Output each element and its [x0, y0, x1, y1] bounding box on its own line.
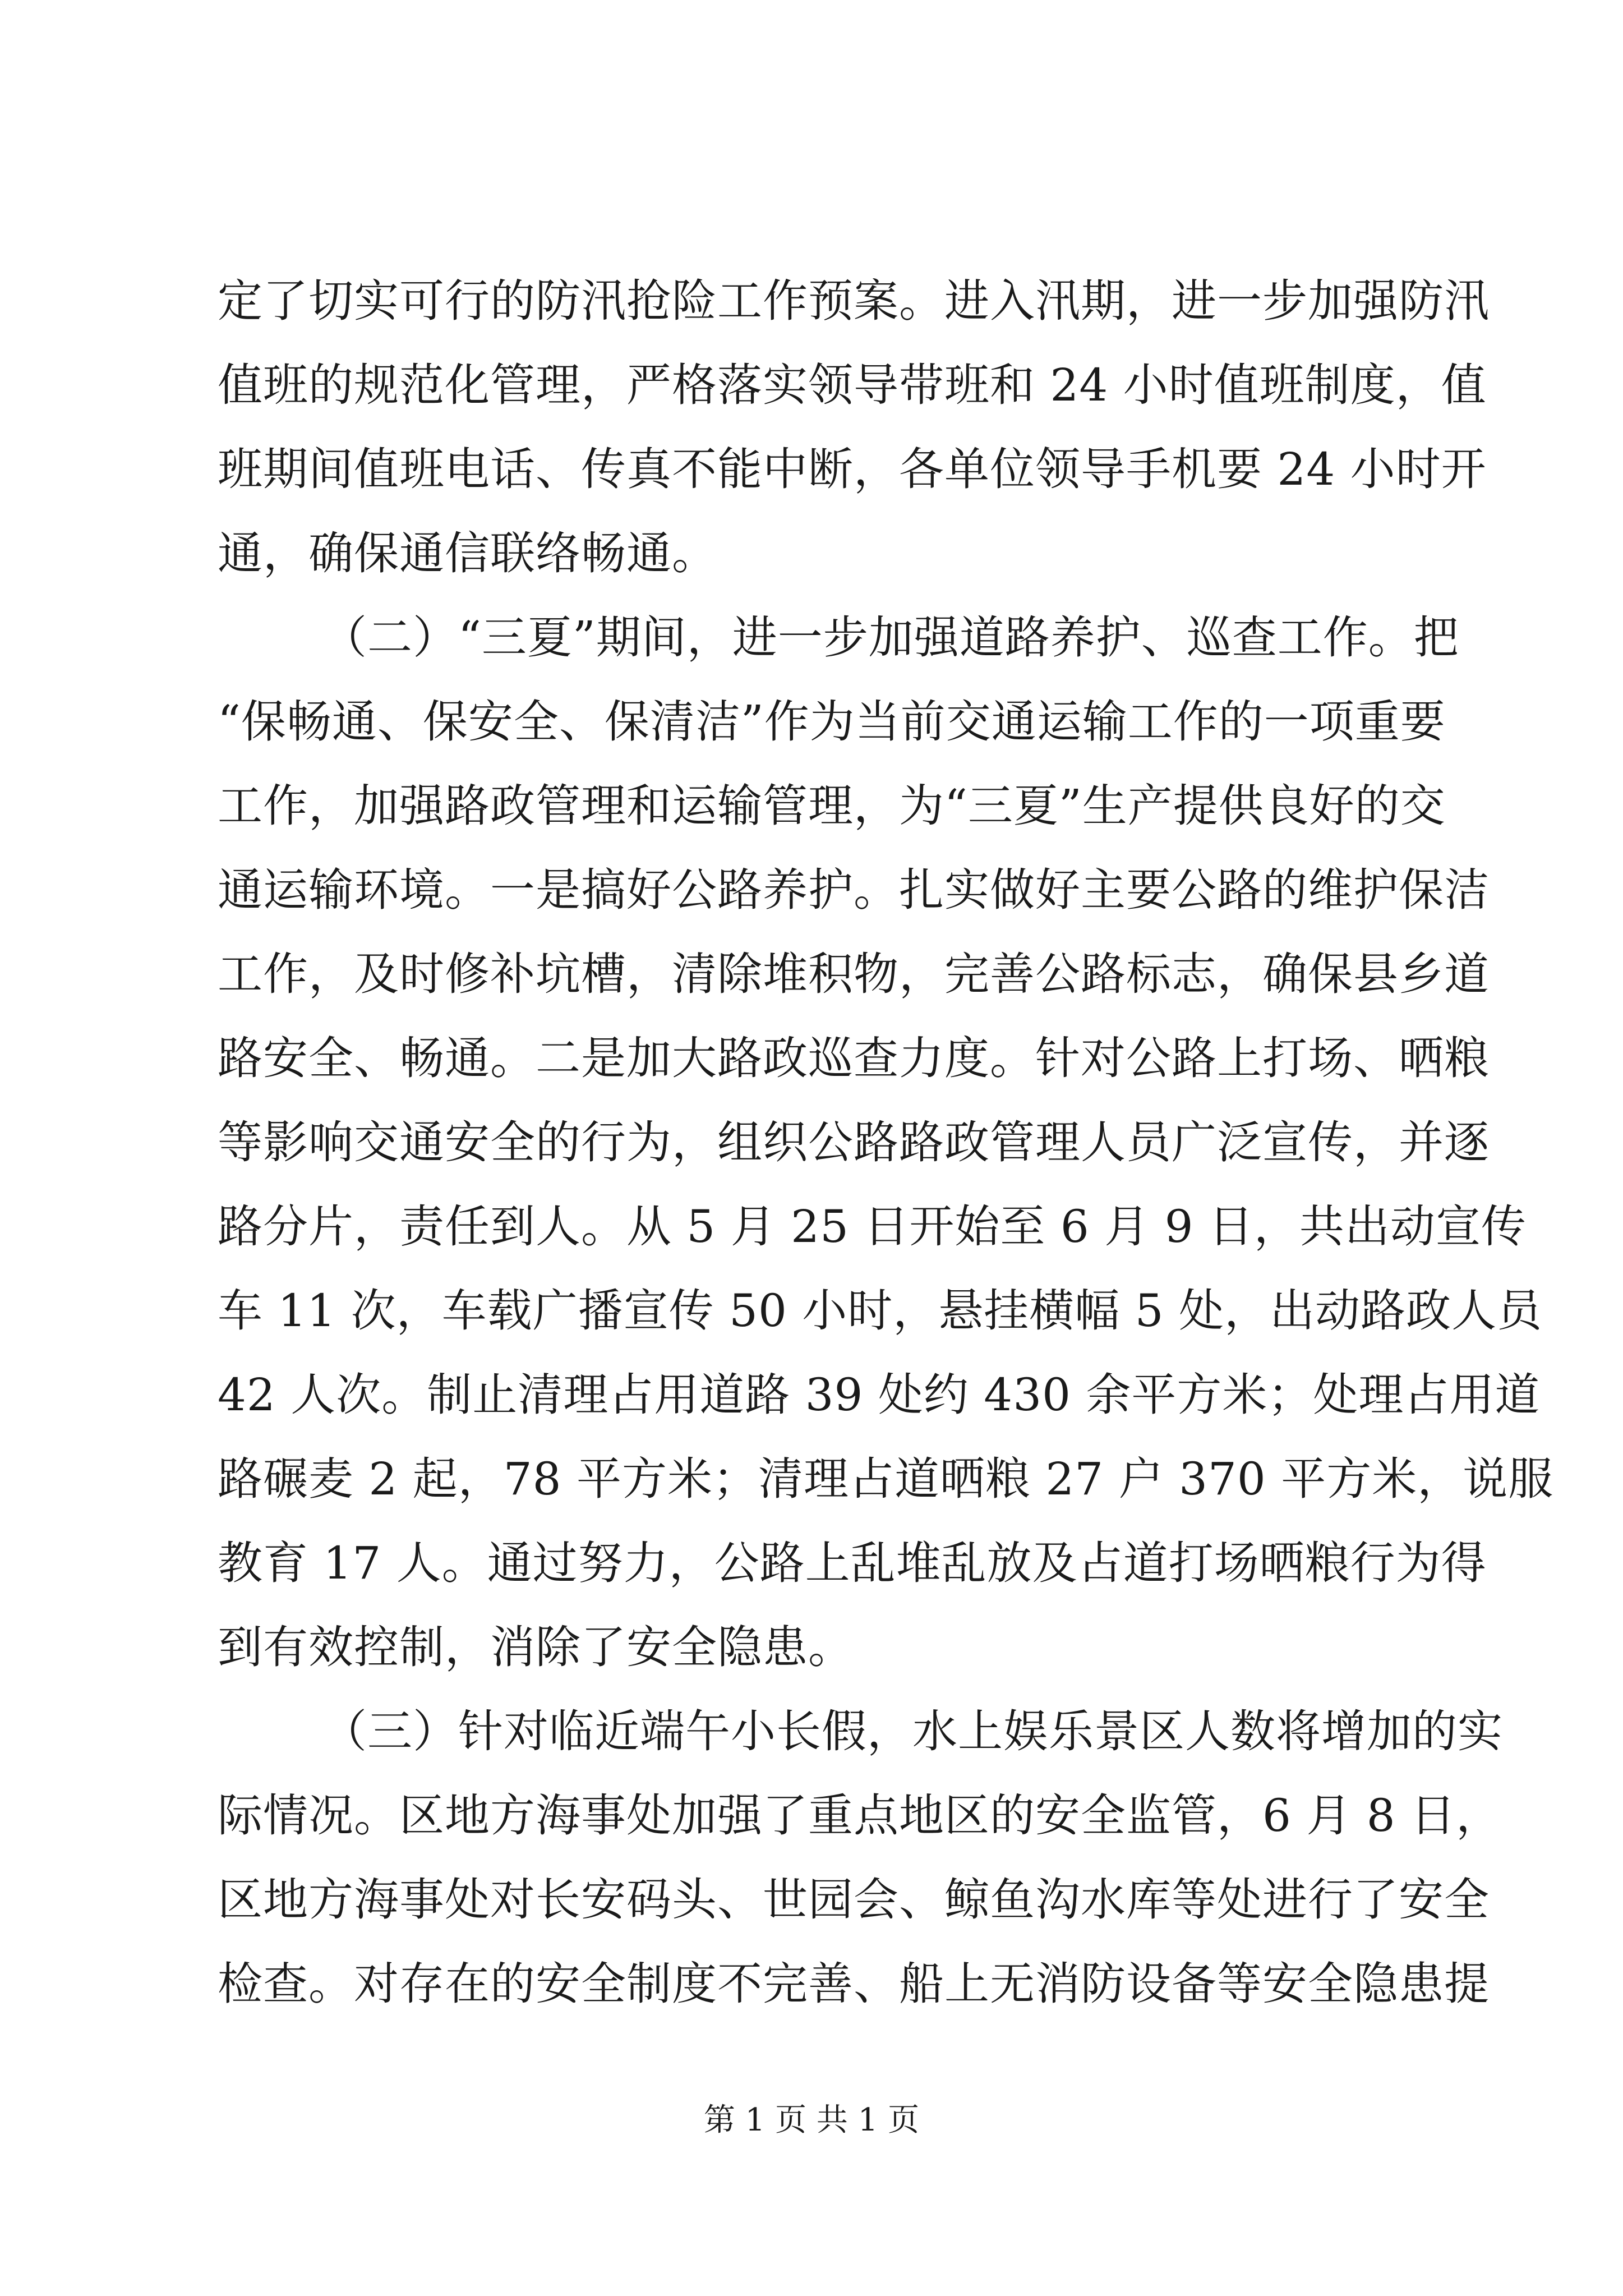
- text-line: 路安全、畅通。二是加大路政巡查力度。针对公路上打场、晒粮: [218, 1032, 1490, 1084]
- text-line: 班期间值班电话、传真不能中断，各单位领导手机要 24 小时开: [218, 443, 1487, 495]
- text-line: 通，确保通信联络畅通。: [218, 527, 717, 579]
- text-line: 车 11 次，车载广播宣传 50 小时，悬挂横幅 5 处，出动路政人员: [218, 1285, 1543, 1337]
- text-line: 工作，及时修补坑槽，清除堆积物，完善公路标志，确保县乡道: [218, 948, 1490, 1000]
- text-line: 通运输环境。一是搞好公路养护。扎实做好主要公路的维护保洁: [218, 864, 1490, 916]
- text-line: 路分片，责任到人。从 5 月 25 日开始至 6 月 9 日，共出动宣传: [218, 1200, 1527, 1253]
- text-line: 际情况。区地方海事处加强了重点地区的安全监管，6 月 8 日，: [218, 1789, 1502, 1842]
- document-body: [218, 259, 1554, 2026]
- page-footer: 第 1 页 共 1 页: [703, 2102, 920, 2138]
- text-line: （二）“三夏”期间，进一步加强道路养护、巡查工作。把: [322, 611, 1459, 664]
- text-line: “保畅通、保安全、保清洁”作为当前交通运输工作的一项重要: [218, 696, 1446, 748]
- text-line: 工作，加强路政管理和运输管理，为“三夏”生产提供良好的交: [218, 780, 1446, 832]
- text-line: 等影响交通安全的行为，组织公路路政管理人员广泛宣传，并逐: [218, 1116, 1490, 1168]
- text-line: 区地方海事处对长安码头、世园会、鲸鱼沟水库等处进行了安全: [218, 1874, 1490, 1926]
- text-line: 定了切实可行的防汛抢险工作预案。进入汛期，进一步加强防汛: [218, 275, 1490, 327]
- text-line: 路碾麦 2 起，78 平方米；清理占道晒粮 27 户 370 平方米，说服: [218, 1453, 1554, 1505]
- text-line: （三）针对临近端午小长假，水上娱乐景区人数将增加的实: [322, 1705, 1503, 1757]
- text-line: 到有效控制，消除了安全隐患。: [218, 1621, 854, 1673]
- text-line: 42 人次。制止清理占用道路 39 处约 430 余平方米；处理占用道: [218, 1369, 1541, 1421]
- text-line: 检查。对存在的安全制度不完善、船上无消防设备等安全隐患提: [218, 1958, 1490, 2010]
- text-line: 教育 17 人。通过努力，公路上乱堆乱放及占道打场晒粮行为得: [218, 1537, 1487, 1589]
- text-line: 值班的规范化管理，严格落实领导带班和 24 小时值班制度，值: [218, 359, 1487, 411]
